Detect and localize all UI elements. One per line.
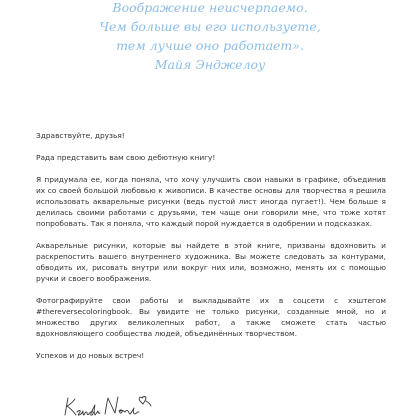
epigraph-quote — [60, 0, 360, 74]
epigraph-author: Майя Энджелоу — [154, 57, 266, 72]
letter-greeting: Здравствуйте, друзья! — [36, 131, 125, 140]
letter-paragraph-2: Акварельные рисунки, которые вы найдете в этой книге, призваны вдохновить и раскрепостить вашего внутреннего художника. Вы можете следовать за контурами, обводить их, рисовать внутри или вокруг них или, возможно, менять их с помощью ручки и своего воображения. — [36, 241, 386, 283]
letter-paragraph-1: Я придумала ее, когда поняла, что хочу улучшить свои навыки в графике, объединив их со своей большой любовью к живописи. В качестве основы для творчества я решила использовать акварельные рисунки (ведь пустой лист иногда пугает!). Чем больше я делилась своими работами с друзьями, тем чаще они говорили мне, что тоже хотят попробовать. Так я поняла, что каждый порой нуждается в одобрении и подсказках. — [36, 175, 386, 228]
epigraph-line-1: Воображение неисчерпаемо. — [112, 0, 308, 15]
letter-paragraph-3: Фотографируйте свои работы и выкладывайте их в соцсети с хэштегом #thereversecoloringbook. Вы увидите не только рисунки, созданные мной, но и множество других великолепных работ, а также сможете стать частью вдохновляющего сообщества людей, объединённых творчеством. — [36, 296, 386, 338]
signature-image — [62, 393, 157, 420]
letter-intro: Рада представить вам свою дебютную книгу! — [36, 153, 216, 162]
epigraph-line-3: тем лучше оно работает». — [116, 38, 304, 53]
letter-closing: Успехов и до новых встреч! — [36, 351, 145, 360]
epigraph-line-2: Чем больше вы его используете, — [99, 19, 321, 34]
letter-body — [36, 130, 386, 372]
